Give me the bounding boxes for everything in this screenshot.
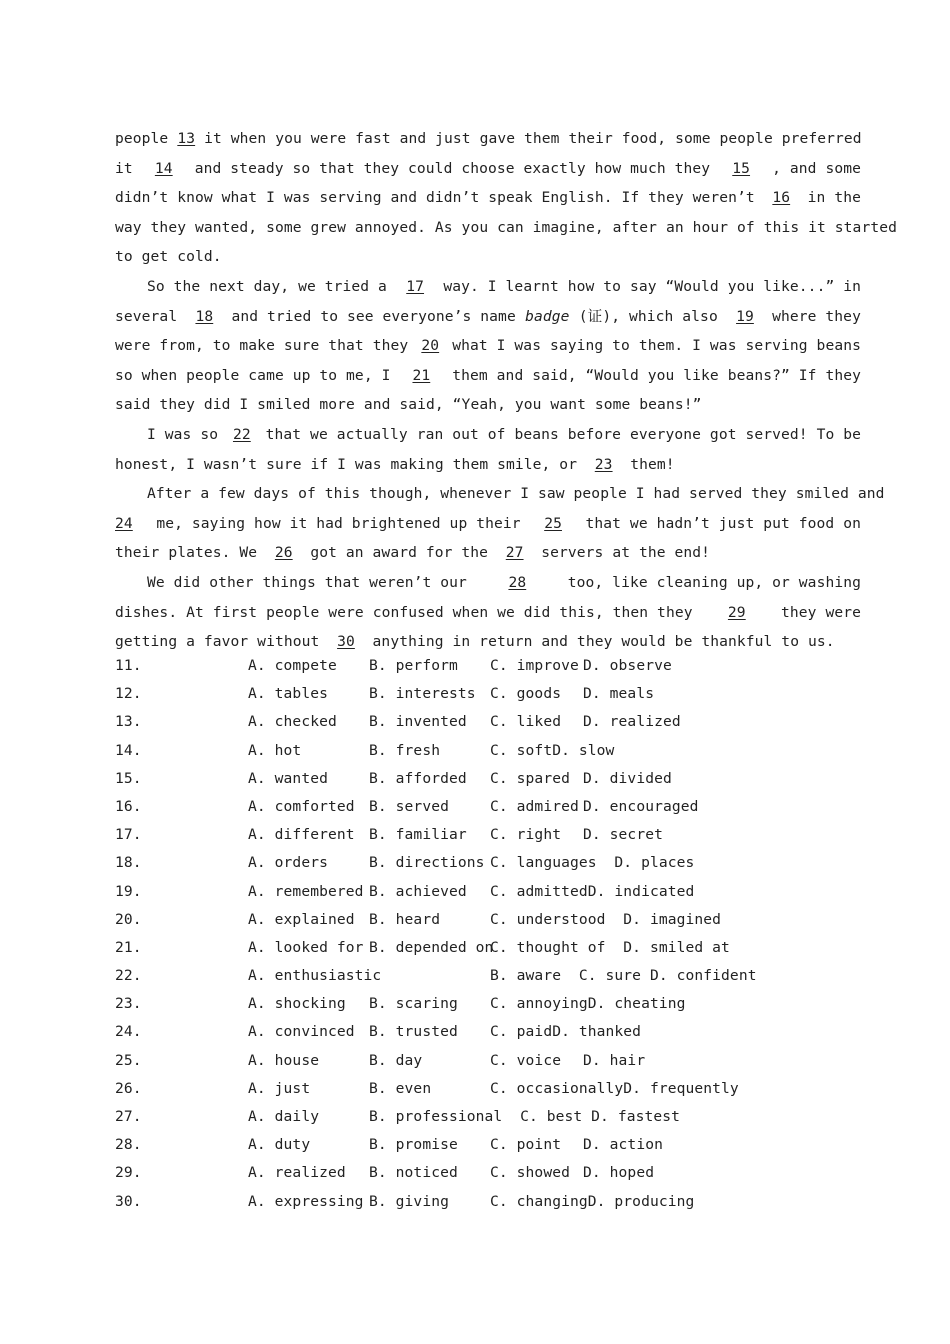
text-run: people	[115, 130, 169, 147]
option-c: C. thought of D. smiled at	[490, 938, 730, 956]
option-b: B. giving	[369, 1192, 449, 1210]
question-option-row	[115, 849, 875, 877]
blank-14: 14	[154, 159, 173, 177]
option-c: C. spared	[490, 769, 570, 787]
option-b: B. promise	[369, 1136, 458, 1154]
text-run: it when you were fast and just gave them their food, some people preferred	[204, 130, 862, 147]
question-option-row	[115, 821, 875, 849]
blank-27: 27	[505, 544, 524, 562]
question-number: 25.	[115, 1051, 142, 1069]
option-b: B. fresh	[369, 741, 441, 759]
option-b: B. professional C. best D. fastest	[369, 1108, 681, 1125]
question-number: 27.	[115, 1108, 142, 1125]
text-run: what I was saying to them. I was serving beans	[452, 337, 861, 355]
question-number: 20.	[115, 910, 142, 928]
text-run: them and said, “Would you like beans?” If they	[452, 366, 861, 384]
text-run: servers at the end!	[541, 544, 711, 562]
option-d: D. meals	[583, 685, 655, 703]
option-a: A. enthusiastic	[248, 967, 382, 985]
blank-29: 29	[727, 603, 746, 621]
option-a: A. remembered	[248, 882, 364, 900]
text-run: anything in return and they would be thankful to us.	[372, 633, 835, 651]
question-number: 24.	[115, 1023, 142, 1041]
passage-line	[115, 302, 861, 332]
question-number: 29.	[115, 1164, 142, 1182]
question-option-row	[115, 906, 875, 934]
option-b: B. achieved	[369, 882, 467, 900]
text-run: got an award for the	[310, 544, 489, 562]
question-number: 17.	[115, 826, 142, 844]
blank-30: 30	[337, 633, 355, 651]
passage-line	[115, 242, 861, 272]
text-run: After a few days of this though, whenever I saw people I had served they smiled and	[147, 485, 885, 503]
question-option-row	[115, 990, 875, 1018]
option-d: D. encouraged	[583, 797, 699, 815]
blank-23: 23	[594, 455, 613, 473]
question-number: 15.	[115, 769, 142, 787]
option-a: A. orders	[248, 854, 328, 872]
text-run: in the	[807, 189, 861, 207]
passage-line	[115, 450, 861, 480]
option-d: D. hair	[583, 1051, 646, 1069]
option-a: A. tables	[248, 685, 328, 703]
option-b: B. served	[369, 797, 449, 815]
option-d: D. secret	[583, 826, 663, 844]
text-run: getting a favor without	[115, 633, 320, 651]
passage-line	[115, 361, 861, 391]
text-run: way they wanted, some grew annoyed. As you can imagine, after an hour of this it started	[115, 218, 897, 236]
question-option-row	[115, 1047, 875, 1075]
option-b: B. even	[369, 1079, 432, 1097]
question-option-row	[115, 1075, 875, 1103]
option-a: A. wanted	[248, 769, 328, 787]
text-run: We did other things that weren’t our	[147, 573, 467, 591]
option-c: C. point	[490, 1136, 562, 1154]
option-b: B. day	[369, 1051, 423, 1069]
passage-line	[115, 390, 861, 420]
answer-options-list	[115, 652, 875, 1216]
passage-line	[115, 272, 861, 302]
option-a: A. daily	[248, 1108, 320, 1125]
option-b: B. heard	[369, 910, 441, 928]
option-a: A. checked	[248, 713, 337, 731]
option-c: C. admired	[490, 797, 579, 815]
blank-16: 16	[772, 189, 791, 207]
question-option-row	[115, 1018, 875, 1046]
question-number: 30.	[115, 1192, 142, 1210]
text-run: their plates. We	[115, 544, 258, 562]
blank-15: 15	[732, 159, 751, 177]
option-c: C. softD. slow	[490, 741, 615, 759]
text-run: several	[115, 307, 178, 325]
passage-line	[115, 213, 897, 243]
option-b: B. invented	[369, 713, 467, 731]
option-b: B. perform	[369, 657, 458, 674]
option-a: A. comforted	[248, 797, 355, 815]
text-run: it	[115, 159, 133, 177]
option-d: D. hoped	[583, 1164, 655, 1182]
option-c: C. goods	[490, 685, 562, 703]
option-b: B. noticed	[369, 1164, 458, 1182]
text-run: that we actually ran out of beans before everyone got served! To be	[265, 425, 861, 443]
text-run: to get cold.	[115, 248, 222, 266]
question-option-row	[115, 680, 875, 708]
blank-28: 28	[508, 573, 527, 591]
option-c: C. occasionallyD. frequently	[490, 1079, 739, 1097]
option-c: C. showed	[490, 1164, 570, 1182]
option-a: A. different	[248, 826, 355, 844]
question-number: 19.	[115, 882, 142, 900]
option-a: A. just	[248, 1079, 311, 1097]
blank-26: 26	[274, 544, 293, 562]
option-d: D. divided	[583, 769, 672, 787]
question-number: 21.	[115, 938, 142, 956]
blank-18: 18	[195, 307, 214, 325]
option-c: B. aware C. sure D. confident	[490, 967, 757, 985]
option-a: A. hot	[248, 741, 302, 759]
option-d: D. observe	[583, 657, 672, 674]
option-a: A. looked for	[248, 938, 364, 956]
passage-line	[115, 509, 861, 539]
option-d: D. realized	[583, 713, 681, 731]
question-option-row	[115, 1103, 875, 1131]
passage-line	[115, 420, 861, 450]
text-run: said they did I smiled more and said, “Yeah, you want some beans!”	[115, 396, 702, 414]
option-b: B. directions	[369, 854, 485, 872]
passage-line	[115, 183, 861, 213]
question-number: 14.	[115, 741, 142, 759]
question-number: 16.	[115, 797, 142, 815]
passage-line	[115, 538, 861, 568]
passage-line	[115, 598, 861, 628]
passage-line	[115, 124, 861, 154]
question-option-row	[115, 793, 875, 821]
question-option-row	[115, 708, 875, 736]
option-c: C. right	[490, 826, 562, 844]
blank-25: 25	[544, 514, 562, 532]
option-c: C. improve	[490, 657, 579, 674]
text-run: (证), which also	[578, 307, 718, 325]
text-run-italic: badge	[525, 307, 570, 325]
question-number: 12.	[115, 685, 142, 703]
question-option-row	[115, 765, 875, 793]
option-c: C. liked	[490, 713, 562, 731]
text-run: didn’t know what I was serving and didn’t speak English. If they weren’t	[115, 189, 755, 207]
text-run: and tried to see everyone’s name	[231, 307, 516, 325]
question-number: 28.	[115, 1136, 142, 1154]
option-c: C. changingD. producing	[490, 1192, 695, 1210]
text-run: so when people came up to me, I	[115, 366, 391, 384]
text-run: honest, I wasn’t sure if I was making them smile, or	[115, 455, 578, 473]
question-number: 26.	[115, 1079, 142, 1097]
question-option-row	[115, 1131, 875, 1159]
blank-21: 21	[412, 366, 431, 384]
option-c: C. understood D. imagined	[490, 910, 722, 928]
passage-line	[115, 154, 861, 184]
option-b: B. trusted	[369, 1023, 458, 1041]
option-a: A. duty	[248, 1136, 311, 1154]
question-option-row	[115, 1159, 875, 1187]
blank-17: 17	[406, 277, 425, 295]
question-number: 23.	[115, 995, 142, 1013]
text-run: where they	[772, 307, 861, 325]
text-run: too, like cleaning up, or washing	[567, 573, 861, 591]
text-run: they were	[781, 603, 861, 621]
text-run: me, saying how it had brightened up their	[156, 514, 521, 532]
option-b: B. interests	[369, 685, 476, 703]
text-run: way. I learnt how to say “Would you like...” in	[443, 277, 861, 295]
question-option-row	[115, 652, 875, 680]
passage-line	[115, 568, 861, 598]
option-b: B. familiar	[369, 826, 467, 844]
option-c: C. paidD. thanked	[490, 1023, 642, 1041]
option-b: B. afforded	[369, 769, 467, 787]
question-number: 22.	[115, 967, 142, 985]
passage-line	[115, 479, 885, 509]
option-a: A. explained	[248, 910, 355, 928]
text-run: dishes. At first people were confused when we did this, then they	[115, 603, 693, 621]
option-a: A. compete	[248, 657, 337, 674]
option-a: A. expressing	[248, 1192, 364, 1210]
option-c: C. annoyingD. cheating	[490, 995, 686, 1013]
option-a: A. house	[248, 1051, 320, 1069]
passage-line	[115, 331, 861, 361]
text-run: them!	[630, 455, 675, 473]
option-b: B. scaring	[369, 995, 458, 1013]
question-option-row	[115, 878, 875, 906]
option-a: A. shocking	[248, 995, 346, 1013]
question-option-row	[115, 1188, 875, 1216]
question-option-row	[115, 934, 875, 962]
text-run: So the next day, we tried a	[147, 277, 387, 295]
text-run: I was so	[147, 425, 219, 443]
option-a: A. realized	[248, 1164, 346, 1182]
text-run: that we hadn’t just put food on	[585, 514, 861, 532]
question-option-row	[115, 962, 875, 990]
blank-24: 24	[115, 514, 133, 532]
option-c: C. admittedD. indicated	[490, 882, 695, 900]
question-number: 18.	[115, 854, 142, 872]
blank-22: 22	[232, 425, 251, 443]
blank-19: 19	[736, 307, 754, 325]
option-b: B. depended on	[369, 938, 494, 956]
question-number: 13.	[115, 713, 142, 731]
text-run: and steady so that they could choose exactly how much they	[194, 159, 711, 177]
option-d: D. action	[583, 1136, 663, 1154]
question-option-row	[115, 737, 875, 765]
blank-20: 20	[421, 337, 440, 355]
text-run: , and some	[772, 159, 861, 177]
question-number: 11.	[115, 657, 142, 674]
blank-13: 13	[177, 130, 196, 147]
option-a: A. convinced	[248, 1023, 355, 1041]
text-run: were from, to make sure that they	[115, 337, 409, 355]
option-c: C. voice	[490, 1051, 562, 1069]
cloze-passage	[115, 124, 897, 657]
option-c: C. languages D. places	[490, 854, 695, 872]
